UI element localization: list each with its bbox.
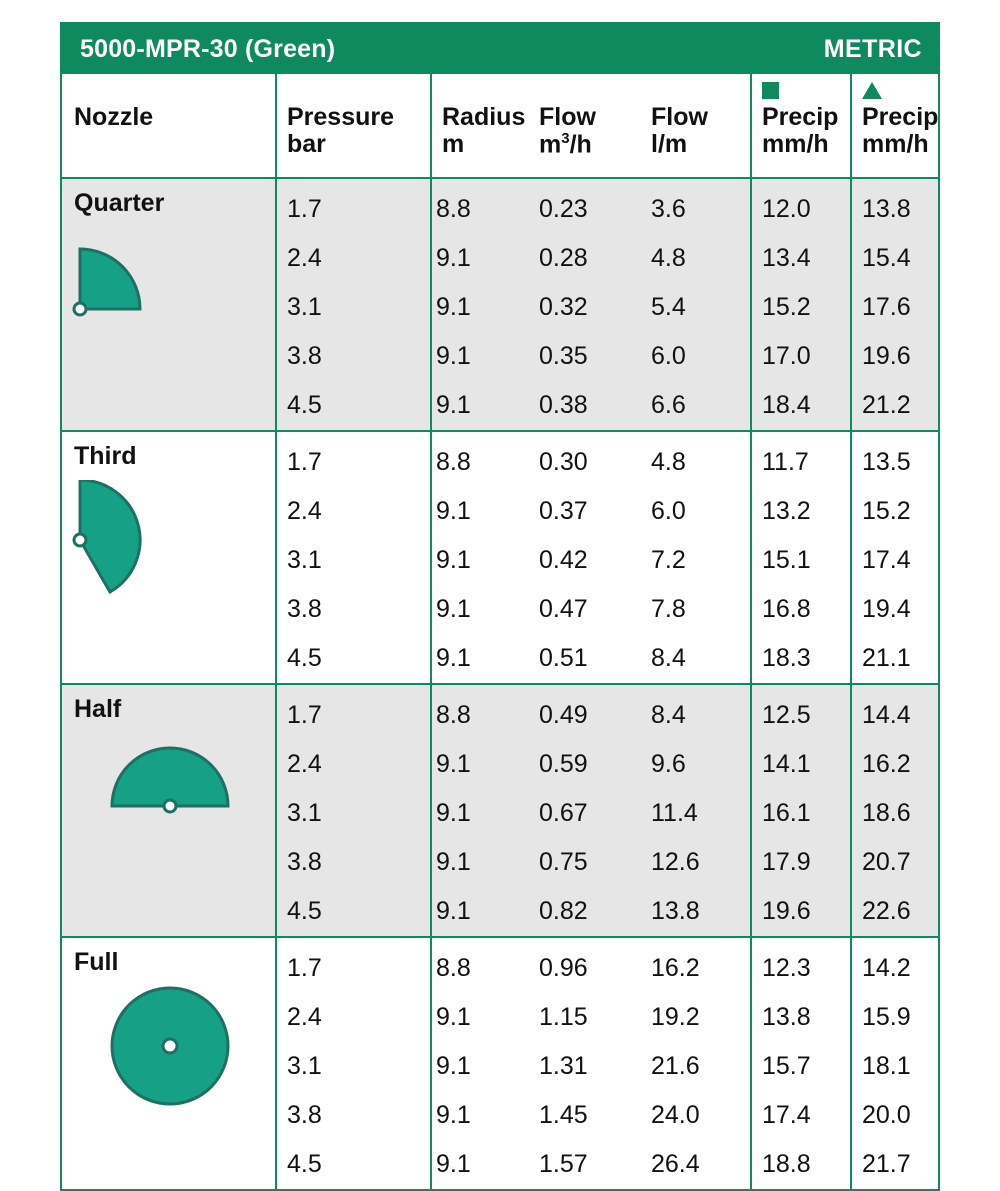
cell-radius: 9.1 bbox=[436, 1150, 471, 1178]
performance-table bbox=[60, 22, 940, 1191]
cell-flow-lm: 4.8 bbox=[651, 448, 686, 476]
cell-flow-m3h: 1.45 bbox=[539, 1101, 588, 1129]
cell-radius: 8.8 bbox=[436, 195, 471, 223]
cell-radius: 8.8 bbox=[436, 701, 471, 729]
cell-pressure: 3.1 bbox=[287, 799, 322, 827]
cell-precip-square: 19.6 bbox=[762, 897, 811, 925]
column-header-nozzle bbox=[62, 74, 275, 177]
col-flow-m3h-third bbox=[535, 432, 645, 683]
cell-precip-square: 18.8 bbox=[762, 1150, 811, 1178]
col-precip-triangle-full bbox=[850, 938, 938, 1189]
cell-flow-lm: 9.6 bbox=[651, 750, 686, 778]
group-data-half bbox=[275, 685, 938, 936]
col-precip-triangle-half bbox=[850, 685, 938, 936]
column-header-precip-triangle-line1: Precip bbox=[862, 103, 939, 131]
cell-precip-square: 13.4 bbox=[762, 244, 811, 272]
cell-radius: 9.1 bbox=[436, 546, 471, 574]
col-flow-m3h-full bbox=[535, 938, 645, 1189]
cell-precip-square: 16.8 bbox=[762, 595, 811, 623]
cell-pressure: 3.8 bbox=[287, 848, 322, 876]
cell-precip-triangle: 13.8 bbox=[862, 195, 911, 223]
cell-precip-triangle: 15.9 bbox=[862, 1003, 911, 1031]
col-precip-square-third bbox=[750, 432, 850, 683]
cell-pressure: 3.8 bbox=[287, 342, 322, 370]
group-label-col-half bbox=[62, 685, 275, 936]
cell-radius: 9.1 bbox=[436, 1101, 471, 1129]
cell-precip-triangle: 20.7 bbox=[862, 848, 911, 876]
cell-precip-triangle: 17.6 bbox=[862, 293, 911, 321]
quarter-circle-icon bbox=[62, 227, 275, 362]
column-header-radius-line1: Radius bbox=[442, 103, 526, 131]
column-header-flow-m3h bbox=[535, 74, 645, 177]
col-radius-half bbox=[430, 685, 535, 936]
col-flow-m3h-quarter bbox=[535, 179, 645, 430]
cell-precip-triangle: 21.2 bbox=[862, 391, 911, 419]
group-label-third: Third bbox=[74, 442, 137, 470]
table-title-bar bbox=[62, 24, 938, 74]
cell-flow-m3h: 0.67 bbox=[539, 799, 588, 827]
cell-precip-triangle: 18.1 bbox=[862, 1052, 911, 1080]
cell-radius: 9.1 bbox=[436, 391, 471, 419]
cell-radius: 9.1 bbox=[436, 1052, 471, 1080]
col-precip-square-full bbox=[750, 938, 850, 1189]
cell-pressure: 4.5 bbox=[287, 1150, 322, 1178]
cell-precip-square: 12.5 bbox=[762, 701, 811, 729]
cell-radius: 9.1 bbox=[436, 848, 471, 876]
col-radius-third bbox=[430, 432, 535, 683]
cell-flow-m3h: 0.96 bbox=[539, 954, 588, 982]
cell-precip-square: 17.9 bbox=[762, 848, 811, 876]
cell-flow-m3h: 0.59 bbox=[539, 750, 588, 778]
cell-precip-square: 11.7 bbox=[762, 448, 809, 476]
table-group-third bbox=[62, 432, 938, 685]
cell-radius: 9.1 bbox=[436, 1003, 471, 1031]
column-header-flow-lm-unit: l/m bbox=[651, 130, 688, 158]
cell-radius: 9.1 bbox=[436, 293, 471, 321]
units-label: METRIC bbox=[823, 34, 922, 63]
column-header-radius-unit: m bbox=[442, 130, 465, 158]
cell-pressure: 2.4 bbox=[287, 1003, 322, 1031]
cell-flow-m3h: 0.47 bbox=[539, 595, 588, 623]
cell-flow-m3h: 0.32 bbox=[539, 293, 588, 321]
cell-flow-m3h: 0.75 bbox=[539, 848, 588, 876]
col-flow-lm-third bbox=[645, 432, 750, 683]
col-flow-m3h-half bbox=[535, 685, 645, 936]
cell-flow-lm: 21.6 bbox=[651, 1052, 700, 1080]
cell-radius: 9.1 bbox=[436, 750, 471, 778]
column-header-precip-square-unit: mm/h bbox=[762, 130, 829, 158]
cell-flow-m3h: 1.31 bbox=[539, 1052, 588, 1080]
cell-flow-m3h: 0.82 bbox=[539, 897, 588, 925]
cell-flow-lm: 3.6 bbox=[651, 195, 686, 223]
cell-pressure: 4.5 bbox=[287, 897, 322, 925]
half-circle-icon bbox=[62, 733, 275, 868]
cell-pressure: 3.1 bbox=[287, 546, 322, 574]
column-header-radius bbox=[430, 74, 535, 177]
cell-radius: 9.1 bbox=[436, 342, 471, 370]
cell-flow-m3h: 0.35 bbox=[539, 342, 588, 370]
cell-radius: 9.1 bbox=[436, 644, 471, 672]
column-header-precip-square bbox=[750, 74, 850, 177]
cell-flow-lm: 6.0 bbox=[651, 497, 686, 525]
cell-precip-triangle: 18.6 bbox=[862, 799, 911, 827]
cell-radius: 9.1 bbox=[436, 799, 471, 827]
cell-pressure: 2.4 bbox=[287, 244, 322, 272]
cell-precip-triangle: 20.0 bbox=[862, 1101, 911, 1129]
col-pressure-half bbox=[275, 685, 430, 936]
column-header-precip-triangle-unit: mm/h bbox=[862, 130, 929, 158]
cell-precip-square: 17.4 bbox=[762, 1101, 811, 1129]
col-pressure-full bbox=[275, 938, 430, 1189]
cell-flow-lm: 24.0 bbox=[651, 1101, 700, 1129]
cell-precip-triangle: 19.4 bbox=[862, 595, 911, 623]
cell-precip-square: 15.2 bbox=[762, 293, 811, 321]
cell-flow-m3h: 0.49 bbox=[539, 701, 588, 729]
cell-flow-lm: 13.8 bbox=[651, 897, 700, 925]
cell-flow-lm: 19.2 bbox=[651, 1003, 700, 1031]
col-precip-square-half bbox=[750, 685, 850, 936]
column-header-flow-lm-line1: Flow bbox=[651, 103, 708, 131]
group-data-quarter bbox=[275, 179, 938, 430]
cell-flow-m3h: 0.37 bbox=[539, 497, 588, 525]
table-group-quarter bbox=[62, 179, 938, 432]
cell-precip-square: 15.1 bbox=[762, 546, 811, 574]
cell-flow-lm: 6.0 bbox=[651, 342, 686, 370]
group-label-col-full bbox=[62, 938, 275, 1189]
cell-pressure: 3.1 bbox=[287, 1052, 322, 1080]
group-data-third bbox=[275, 432, 938, 683]
col-radius-full bbox=[430, 938, 535, 1189]
column-header-flow-m3h-line1: Flow bbox=[539, 103, 596, 131]
column-header-nozzle-line1: Nozzle bbox=[74, 103, 154, 131]
cell-flow-lm: 5.4 bbox=[651, 293, 686, 321]
cell-flow-m3h: 0.38 bbox=[539, 391, 588, 419]
col-pressure-third bbox=[275, 432, 430, 683]
table-group-half bbox=[62, 685, 938, 938]
cell-precip-square: 18.4 bbox=[762, 391, 811, 419]
col-flow-lm-full bbox=[645, 938, 750, 1189]
column-header-pressure-line1: Pressure bbox=[287, 103, 395, 131]
cell-precip-triangle: 21.1 bbox=[862, 644, 911, 672]
cell-flow-lm: 12.6 bbox=[651, 848, 700, 876]
group-label-col-third bbox=[62, 432, 275, 683]
cell-radius: 8.8 bbox=[436, 954, 471, 982]
column-header-flow-lm bbox=[645, 74, 750, 177]
cell-flow-m3h: 0.28 bbox=[539, 244, 588, 272]
third-circle-icon bbox=[62, 480, 275, 615]
cell-pressure: 2.4 bbox=[287, 497, 322, 525]
cell-precip-square: 14.1 bbox=[762, 750, 811, 778]
cell-pressure: 3.8 bbox=[287, 595, 322, 623]
col-precip-square-quarter bbox=[750, 179, 850, 430]
cell-precip-square: 17.0 bbox=[762, 342, 811, 370]
model-title: 5000-MPR-30 (Green) bbox=[80, 34, 336, 63]
cell-pressure: 2.4 bbox=[287, 750, 322, 778]
cell-pressure: 3.1 bbox=[287, 293, 322, 321]
cell-precip-square: 12.0 bbox=[762, 195, 811, 223]
col-flow-lm-half bbox=[645, 685, 750, 936]
cell-pressure: 1.7 bbox=[287, 954, 322, 982]
col-precip-triangle-quarter bbox=[850, 179, 938, 430]
cell-precip-triangle: 19.6 bbox=[862, 342, 911, 370]
group-label-half: Half bbox=[74, 695, 122, 723]
cell-precip-triangle: 17.4 bbox=[862, 546, 911, 574]
cell-precip-triangle: 14.4 bbox=[862, 701, 911, 729]
column-header-precip-triangle bbox=[850, 74, 938, 177]
cell-precip-square: 13.8 bbox=[762, 1003, 811, 1031]
col-radius-quarter bbox=[430, 179, 535, 430]
cell-pressure: 4.5 bbox=[287, 391, 322, 419]
cell-pressure: 1.7 bbox=[287, 448, 322, 476]
cell-precip-square: 13.2 bbox=[762, 497, 811, 525]
table-group-full bbox=[62, 938, 938, 1189]
cell-flow-m3h: 1.15 bbox=[539, 1003, 588, 1031]
cell-radius: 9.1 bbox=[436, 497, 471, 525]
group-data-full bbox=[275, 938, 938, 1189]
cell-pressure: 3.8 bbox=[287, 1101, 322, 1129]
cell-flow-lm: 4.8 bbox=[651, 244, 686, 272]
cell-pressure: 1.7 bbox=[287, 195, 322, 223]
triangle-spacing-icon bbox=[862, 82, 882, 99]
column-header-flow-m3h-unit: $m^3/h$ bbox=[539, 130, 592, 159]
group-label-quarter: Quarter bbox=[74, 189, 165, 217]
table-header-row bbox=[62, 74, 938, 179]
cell-radius: 9.1 bbox=[436, 244, 471, 272]
cell-precip-square: 12.3 bbox=[762, 954, 811, 982]
cell-flow-lm: 7.2 bbox=[651, 546, 686, 574]
cell-precip-triangle: 13.5 bbox=[862, 448, 911, 476]
cell-flow-lm: 26.4 bbox=[651, 1150, 700, 1178]
cell-precip-square: 15.7 bbox=[762, 1052, 811, 1080]
square-spacing-icon bbox=[762, 82, 779, 99]
cell-flow-lm: 6.6 bbox=[651, 391, 686, 419]
cell-flow-lm: 16.2 bbox=[651, 954, 700, 982]
cell-precip-triangle: 16.2 bbox=[862, 750, 911, 778]
cell-precip-triangle: 15.2 bbox=[862, 497, 911, 525]
cell-flow-lm: 8.4 bbox=[651, 701, 686, 729]
cell-flow-m3h: 0.30 bbox=[539, 448, 588, 476]
cell-radius: 9.1 bbox=[436, 897, 471, 925]
cell-flow-m3h: 1.57 bbox=[539, 1150, 588, 1178]
cell-radius: 9.1 bbox=[436, 595, 471, 623]
column-header-pressure bbox=[275, 74, 430, 177]
col-pressure-quarter bbox=[275, 179, 430, 430]
cell-radius: 8.8 bbox=[436, 448, 471, 476]
cell-pressure: 4.5 bbox=[287, 644, 322, 672]
cell-flow-m3h: 0.23 bbox=[539, 195, 588, 223]
cell-pressure: 1.7 bbox=[287, 701, 322, 729]
column-header-precip-square-line1: Precip bbox=[762, 103, 839, 131]
cell-flow-lm: 8.4 bbox=[651, 644, 686, 672]
col-precip-triangle-third bbox=[850, 432, 938, 683]
cell-flow-m3h: 0.51 bbox=[539, 644, 588, 672]
cell-precip-square: 18.3 bbox=[762, 644, 811, 672]
cell-flow-lm: 11.4 bbox=[651, 799, 698, 827]
cell-precip-triangle: 22.6 bbox=[862, 897, 911, 925]
full-circle-icon bbox=[62, 986, 275, 1121]
cell-flow-m3h: 0.42 bbox=[539, 546, 588, 574]
group-label-full: Full bbox=[74, 948, 119, 976]
cell-precip-square: 16.1 bbox=[762, 799, 811, 827]
col-flow-lm-quarter bbox=[645, 179, 750, 430]
column-header-pressure-unit: bar bbox=[287, 130, 326, 158]
cell-flow-lm: 7.8 bbox=[651, 595, 686, 623]
cell-precip-triangle: 15.4 bbox=[862, 244, 911, 272]
group-label-col-quarter bbox=[62, 179, 275, 430]
cell-precip-triangle: 14.2 bbox=[862, 954, 911, 982]
cell-precip-triangle: 21.7 bbox=[862, 1150, 911, 1178]
